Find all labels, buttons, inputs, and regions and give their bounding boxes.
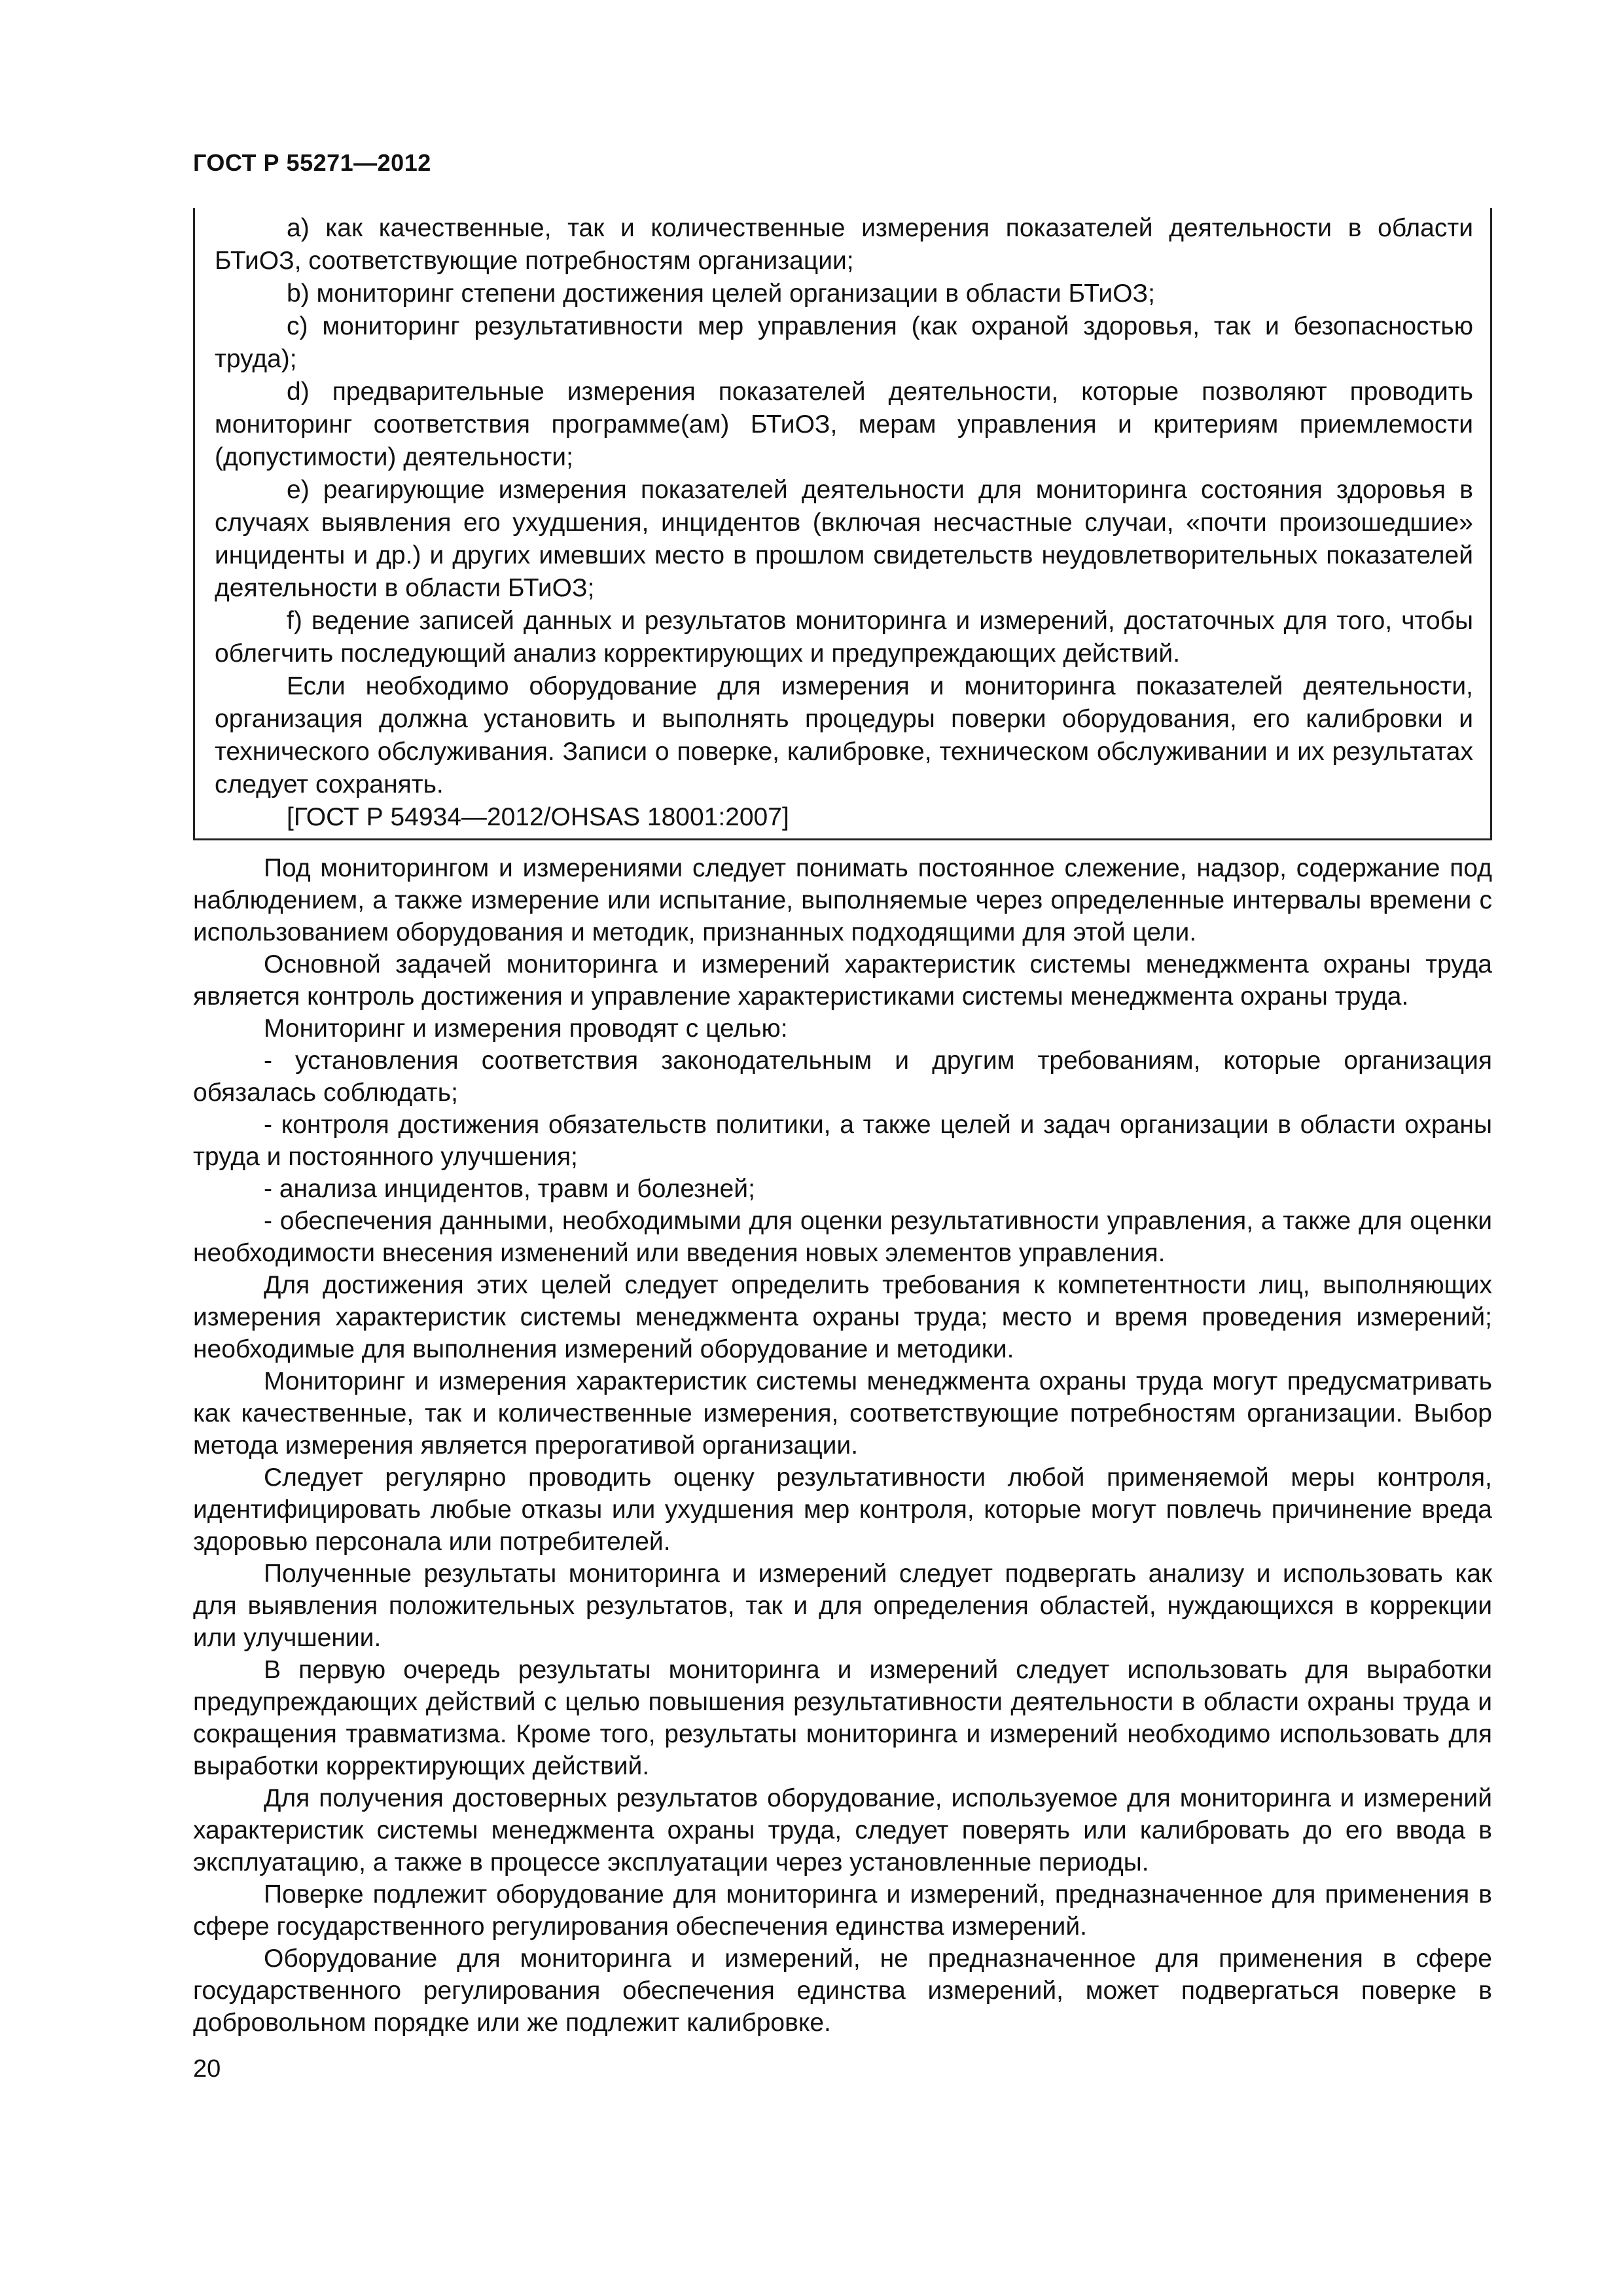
- quote-item-b: b) мониторинг степени достижения целей организации в области БТиОЗ;: [287, 279, 1155, 308]
- body-paragraph: Основной задачей мониторинга и измерений характеристик системы менеджмента охраны труда является контроль достижения и управление характеристиками системы менеджмента охраны труда.: [193, 950, 1492, 1011]
- body-paragraph: Следует регулярно проводить оценку результативности любой применяемой меры контроля, идентифицировать любые отказы или ухудшения мер контроля, которые могут повлечь причинение вреда здоровью персонала или потребителей.: [193, 1463, 1492, 1556]
- quote-item-f: f) ведение записей данных и результатов мониторинга и измерений, достаточных для того, чтобы облегчить последующий анализ корректирующих и предупреждающих действий.: [215, 607, 1473, 668]
- document-header: ГОСТ Р 55271—2012: [193, 149, 431, 176]
- body-paragraph: Под мониторингом и измерениями следует понимать постоянное слежение, надзор, содержание под наблюдением, а также измерение или испытание, выполняемые через определенные интервалы времени с использованием оборудования и методик, признанных подходящими для этой цели.: [193, 854, 1492, 946]
- body-paragraph: Для достижения этих целей следует определить требования к компетентности лиц, выполняющих измерения характеристик системы менеджмента охраны труда; место и время проведения измерений; необходимые для выполнения измерений оборудование и методики.: [193, 1271, 1492, 1363]
- quote-source-reference: [ГОСТ Р 54934—2012/OHSAS 18001:2007]: [287, 803, 789, 831]
- list-item: - контроля достижения обязательств политики, а также целей и задач организации в области охраны труда и постоянного улучшения;: [193, 1111, 1492, 1171]
- quote-item-d: d) предварительные измерения показателей деятельности, которые позволяют проводить мониторинг соответствия программе(ам) БТиОЗ, мерам управления и критериям приемлемости (допустимости) деятельности;: [215, 378, 1473, 471]
- quote-paragraph-equipment: Если необходимо оборудование для измерения и мониторинга показателей деятельности, организация должна установить и выполнять процедуры поверки оборудования, его калибровки и технического обслуживания. Записи о поверке, калибровке, техническом обслуживании и их результатах следует сохранять.: [215, 672, 1473, 798]
- quote-item-c: с) мониторинг результативности мер управления (как охраной здоровья, так и безопасностью труда);: [215, 312, 1473, 373]
- body-paragraph: Для получения достоверных результатов оборудование, используемое для мониторинга и измерений характеристик системы менеджмента охраны труда, следует поверять или калибровать до его ввода в эксплуатацию, а также в процессе эксплуатации через установленные периоды.: [193, 1784, 1492, 1876]
- page-number: 20: [193, 2055, 221, 2083]
- quoted-standard-box: [193, 208, 1492, 840]
- list-item: - установления соответствия законодательным и другим требованиям, которые организация обязалась соблюдать;: [193, 1047, 1492, 1107]
- main-text: [193, 852, 1492, 2039]
- quote-item-a: а) как качественные, так и количественные измерения показателей деятельности в области БТиОЗ, соответствующие потребностям организации;: [215, 214, 1473, 275]
- body-paragraph: В первую очередь результаты мониторинга и измерений следует использовать для выработки предупреждающих действий с целью повышения результативности деятельности в области охраны труда и сокращения травматизма. Кроме того, результаты мониторинга и измерений необходимо использовать для выработки корректирующих действий.: [193, 1656, 1492, 1780]
- body-paragraph: Поверке подлежит оборудование для мониторинга и измерений, предназначенное для применения в сфере государственного регулирования обеспечения единства измерений.: [193, 1880, 1492, 1941]
- body-paragraph: Полученные результаты мониторинга и измерений следует подвергать анализу и использовать как для выявления положительных результатов, так и для определения областей, нуждающихся в коррекции или улучшении.: [193, 1560, 1492, 1652]
- list-item: - анализа инцидентов, травм и болезней;: [264, 1175, 755, 1203]
- list-item: - обеспечения данными, необходимыми для оценки результативности управления, а также для оценки необходимости внесения изменений или введения новых элементов управления.: [193, 1207, 1492, 1267]
- body-paragraph: Оборудование для мониторинга и измерений, не предназначенное для применения в сфере государственного регулирования обеспечения единства измерений, может подвергаться поверке в добровольном порядке или же подлежит калибровке.: [193, 1945, 1492, 2037]
- quote-item-e: е) реагирующие измерения показателей деятельности для мониторинга состояния здоровья в случаях выявления его ухудшения, инцидентов (включая несчастные случаи, «почти произошедшие» инциденты и др.) и других имевших место в прошлом свидетельств неудовлетворительных показателей деятельности в области БТиОЗ;: [215, 476, 1473, 602]
- body-paragraph: Мониторинг и измерения характеристик системы менеджмента охраны труда могут предусматривать как качественные, так и количественные измерения, соответствующие потребностям организации. Выбор метода измерения является прерогативой организации.: [193, 1367, 1492, 1460]
- body-paragraph: Мониторинг и измерения проводят с целью:: [264, 1014, 788, 1043]
